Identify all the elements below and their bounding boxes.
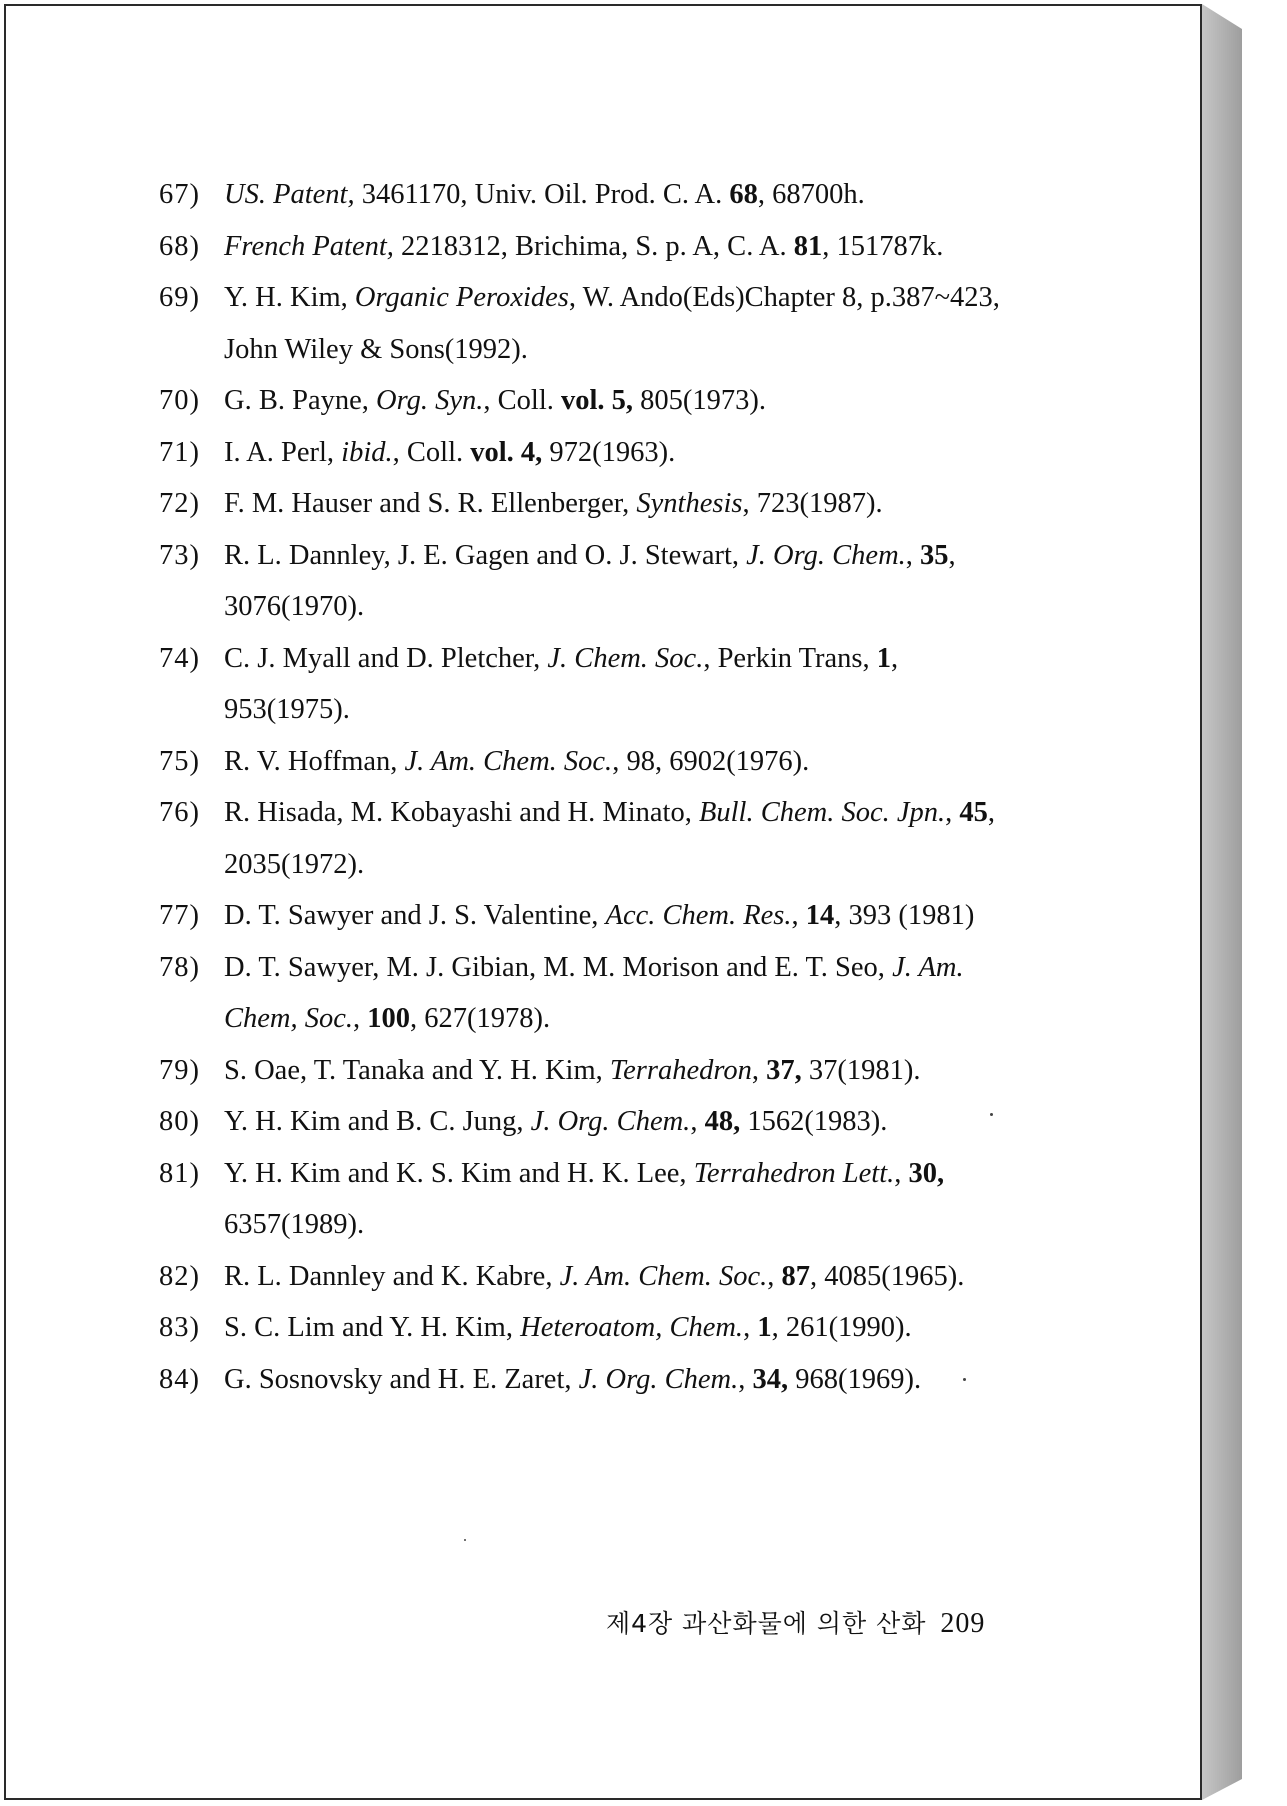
reference-text bbox=[224, 530, 1019, 633]
reference-number: 78) bbox=[159, 951, 200, 983]
reference-plain-text: , bbox=[690, 1106, 705, 1137]
reference-number: 83) bbox=[159, 1312, 200, 1343]
reference-item bbox=[159, 736, 1019, 788]
reference-plain-text: , bbox=[767, 1260, 782, 1292]
reference-text bbox=[224, 169, 1019, 221]
reference-bold-text: 35 bbox=[920, 539, 949, 571]
reference-item bbox=[159, 1251, 1019, 1303]
reference-italic-text: Acc. Chem. Res. bbox=[605, 900, 792, 931]
reference-plain-text: Y. H. Kim and B. C. Jung, bbox=[224, 1106, 531, 1137]
reference-italic-text: French Patent, bbox=[224, 230, 394, 262]
reference-plain-text: D. T. Sawyer, M. J. Gibian, M. M. Morison and E. T. Seo, bbox=[224, 951, 893, 983]
reference-plain-text: , Coll. bbox=[392, 436, 471, 468]
reference-plain-text: Y. H. Kim, bbox=[224, 282, 355, 313]
reference-italic-text: US. Patent, bbox=[224, 179, 355, 210]
reference-plain-text: 2218312, Brichima, S. p. A, C. A. bbox=[393, 230, 794, 262]
reference-text bbox=[224, 942, 1019, 1045]
reference-item bbox=[159, 1096, 1019, 1148]
reference-italic-text: ibid. bbox=[341, 436, 393, 468]
reference-number: 69) bbox=[159, 282, 200, 313]
reference-text bbox=[224, 1148, 1019, 1251]
reference-plain-text: 1562(1983). bbox=[740, 1106, 888, 1137]
reference-plain-text: 968(1969). bbox=[788, 1363, 922, 1395]
reference-plain-text: S. Oae, T. Tanaka and Y. H. Kim, bbox=[224, 1054, 610, 1086]
reference-item bbox=[159, 633, 1019, 736]
reference-number: 74) bbox=[159, 642, 200, 674]
reference-text bbox=[224, 736, 1019, 788]
reference-plain-text: , 151787k. bbox=[822, 230, 944, 262]
reference-item bbox=[159, 1045, 1019, 1097]
reference-italic-text: Org. Syn. bbox=[376, 385, 484, 416]
reference-item bbox=[159, 787, 1019, 890]
reference-bold-text: 87 bbox=[781, 1260, 810, 1292]
reference-bold-text: 100 bbox=[367, 1003, 411, 1034]
document-page bbox=[4, 4, 1202, 1800]
reference-plain-text: , bbox=[945, 797, 960, 828]
reference-text bbox=[224, 1096, 1019, 1148]
scan-speck bbox=[464, 1539, 466, 1541]
reference-plain-text: I. A. Perl, bbox=[224, 436, 342, 468]
reference-plain-text: 3461170, Univ. Oil. Prod. C. A. bbox=[354, 179, 730, 210]
reference-plain-text: 972(1963). bbox=[542, 436, 676, 468]
reference-item bbox=[159, 221, 1019, 273]
page-edge-shadow bbox=[1202, 4, 1242, 1800]
reference-italic-text: Organic Peroxides bbox=[354, 282, 569, 313]
reference-bold-text: 48, bbox=[704, 1106, 741, 1137]
reference-number: 79) bbox=[159, 1054, 200, 1086]
reference-text bbox=[224, 375, 1019, 427]
reference-plain-text: , bbox=[353, 1003, 368, 1034]
reference-plain-text: , 68700h. bbox=[757, 179, 865, 210]
reference-number: 68) bbox=[159, 230, 200, 262]
reference-list bbox=[159, 169, 1019, 1405]
reference-text bbox=[224, 272, 1019, 375]
reference-plain-text: 805(1973). bbox=[633, 385, 767, 416]
page-number: 209 bbox=[940, 1608, 986, 1639]
reference-plain-text: , 393 (1981) bbox=[834, 900, 975, 931]
chapter-title: 제4장 과산화물에 의한 산화 bbox=[606, 1609, 927, 1638]
reference-italic-text: J. Am. Chem. Soc. bbox=[559, 1260, 768, 1292]
reference-plain-text: , Coll. bbox=[483, 385, 561, 416]
reference-plain-text: S. C. Lim and Y. H. Kim, bbox=[224, 1312, 521, 1343]
reference-bold-text: 1 bbox=[876, 642, 891, 674]
reference-text bbox=[224, 1302, 1019, 1354]
reference-bold-text: 37, bbox=[766, 1054, 802, 1086]
reference-bold-text: vol. 4, bbox=[470, 436, 543, 468]
reference-number: 80) bbox=[159, 1106, 200, 1137]
reference-number: 73) bbox=[159, 539, 200, 571]
reference-plain-text: 6357(1989). bbox=[224, 1209, 365, 1240]
reference-plain-text: , 953(1975). bbox=[224, 642, 899, 725]
reference-number: 82) bbox=[159, 1260, 200, 1292]
reference-italic-text: J. Org. Chem. bbox=[578, 1363, 739, 1395]
page-footer bbox=[606, 1604, 985, 1640]
reference-plain-text: 37(1981). bbox=[801, 1054, 921, 1086]
reference-plain-text: R. L. Dannley, J. E. Gagen and O. J. Stewart, bbox=[224, 539, 747, 571]
reference-plain-text: R. V. Hoffman, bbox=[224, 745, 405, 777]
reference-number: 67) bbox=[159, 179, 200, 210]
reference-number: 71) bbox=[159, 436, 200, 468]
reference-plain-text: , bbox=[743, 1312, 758, 1343]
reference-italic-text: Heteroatom, Chem. bbox=[520, 1312, 744, 1343]
reference-number: 77) bbox=[159, 900, 200, 931]
reference-plain-text: G. B. Payne, bbox=[224, 385, 376, 416]
reference-number: 70) bbox=[159, 385, 200, 416]
reference-text bbox=[224, 1045, 1019, 1097]
reference-bold-text: 30, bbox=[908, 1157, 945, 1189]
reference-italic-text: J. Am. Chem. Soc. bbox=[404, 745, 613, 777]
reference-italic-text: Terrahedron Lett. bbox=[693, 1157, 895, 1189]
reference-item bbox=[159, 1354, 1019, 1406]
reference-plain-text: F. M. Hauser and S. R. Ellenberger, bbox=[224, 488, 637, 519]
reference-plain-text: , W. Ando(Eds)Chapter 8, p.387~423, John Wiley & Sons(1992). bbox=[224, 282, 1000, 365]
reference-plain-text: , bbox=[894, 1157, 909, 1189]
reference-italic-text: J. Org. Chem. bbox=[530, 1106, 691, 1137]
reference-bold-text: 14 bbox=[805, 900, 835, 931]
reference-plain-text: , bbox=[791, 900, 806, 931]
reference-item bbox=[159, 942, 1019, 1045]
reference-italic-text: J. Chem. Soc. bbox=[547, 642, 704, 674]
reference-item bbox=[159, 427, 1019, 479]
reference-plain-text: , bbox=[738, 1363, 753, 1395]
reference-italic-text: Terrahedron bbox=[609, 1054, 752, 1086]
reference-item bbox=[159, 169, 1019, 221]
reference-item bbox=[159, 272, 1019, 375]
reference-text bbox=[224, 633, 1019, 736]
reference-text bbox=[224, 478, 1019, 530]
reference-bold-text: 81 bbox=[793, 230, 823, 262]
reference-plain-text: , 723(1987). bbox=[742, 488, 883, 519]
reference-plain-text: , bbox=[905, 539, 921, 571]
reference-item bbox=[159, 1148, 1019, 1251]
reference-plain-text: , 98, 6902(1976). bbox=[612, 745, 810, 777]
reference-text bbox=[224, 221, 1019, 273]
reference-text bbox=[224, 890, 1019, 942]
reference-bold-text: vol. 5, bbox=[561, 385, 634, 416]
reference-text bbox=[224, 1354, 1019, 1406]
reference-number: 72) bbox=[159, 488, 200, 519]
reference-number: 81) bbox=[159, 1157, 200, 1189]
reference-text bbox=[224, 787, 1019, 890]
reference-item bbox=[159, 375, 1019, 427]
reference-plain-text: , 3076(1970). bbox=[224, 539, 956, 622]
reference-plain-text: , 4085(1965). bbox=[809, 1260, 965, 1292]
reference-italic-text: Bull. Chem. Soc. Jpn. bbox=[698, 797, 946, 828]
reference-plain-text: , Perkin Trans, bbox=[703, 642, 877, 674]
reference-plain-text: Y. H. Kim and K. S. Kim and H. K. Lee, bbox=[224, 1157, 694, 1189]
reference-plain-text: C. J. Myall and D. Pletcher, bbox=[224, 642, 548, 674]
reference-text bbox=[224, 1251, 1019, 1303]
reference-number: 75) bbox=[159, 745, 200, 777]
reference-item bbox=[159, 890, 1019, 942]
reference-bold-text: 45 bbox=[959, 797, 988, 828]
reference-plain-text: R. Hisada, M. Kobayashi and H. Minato, bbox=[224, 797, 699, 828]
reference-plain-text: , 2035(1972). bbox=[224, 797, 995, 880]
reference-italic-text: Synthesis bbox=[636, 488, 743, 519]
reference-plain-text: , bbox=[751, 1054, 767, 1086]
reference-number: 84) bbox=[159, 1363, 200, 1395]
reference-plain-text: , 627(1978). bbox=[410, 1003, 551, 1034]
reference-plain-text: D. T. Sawyer and J. S. Valentine, bbox=[224, 900, 606, 931]
reference-bold-text: 1 bbox=[757, 1312, 772, 1343]
reference-item bbox=[159, 1302, 1019, 1354]
reference-plain-text: R. L. Dannley and K. Kabre, bbox=[224, 1260, 560, 1292]
reference-item bbox=[159, 478, 1019, 530]
reference-item bbox=[159, 530, 1019, 633]
reference-text bbox=[224, 427, 1019, 479]
reference-bold-text: 34, bbox=[752, 1363, 789, 1395]
reference-plain-text: G. Sosnovsky and H. E. Zaret, bbox=[224, 1363, 579, 1395]
reference-italic-text: J. Am. Chem, Soc. bbox=[224, 951, 964, 1034]
reference-plain-text: , 261(1990). bbox=[771, 1312, 912, 1343]
reference-bold-text: 68 bbox=[729, 179, 758, 210]
reference-number: 76) bbox=[159, 797, 200, 828]
reference-italic-text: J. Org. Chem. bbox=[746, 539, 906, 571]
